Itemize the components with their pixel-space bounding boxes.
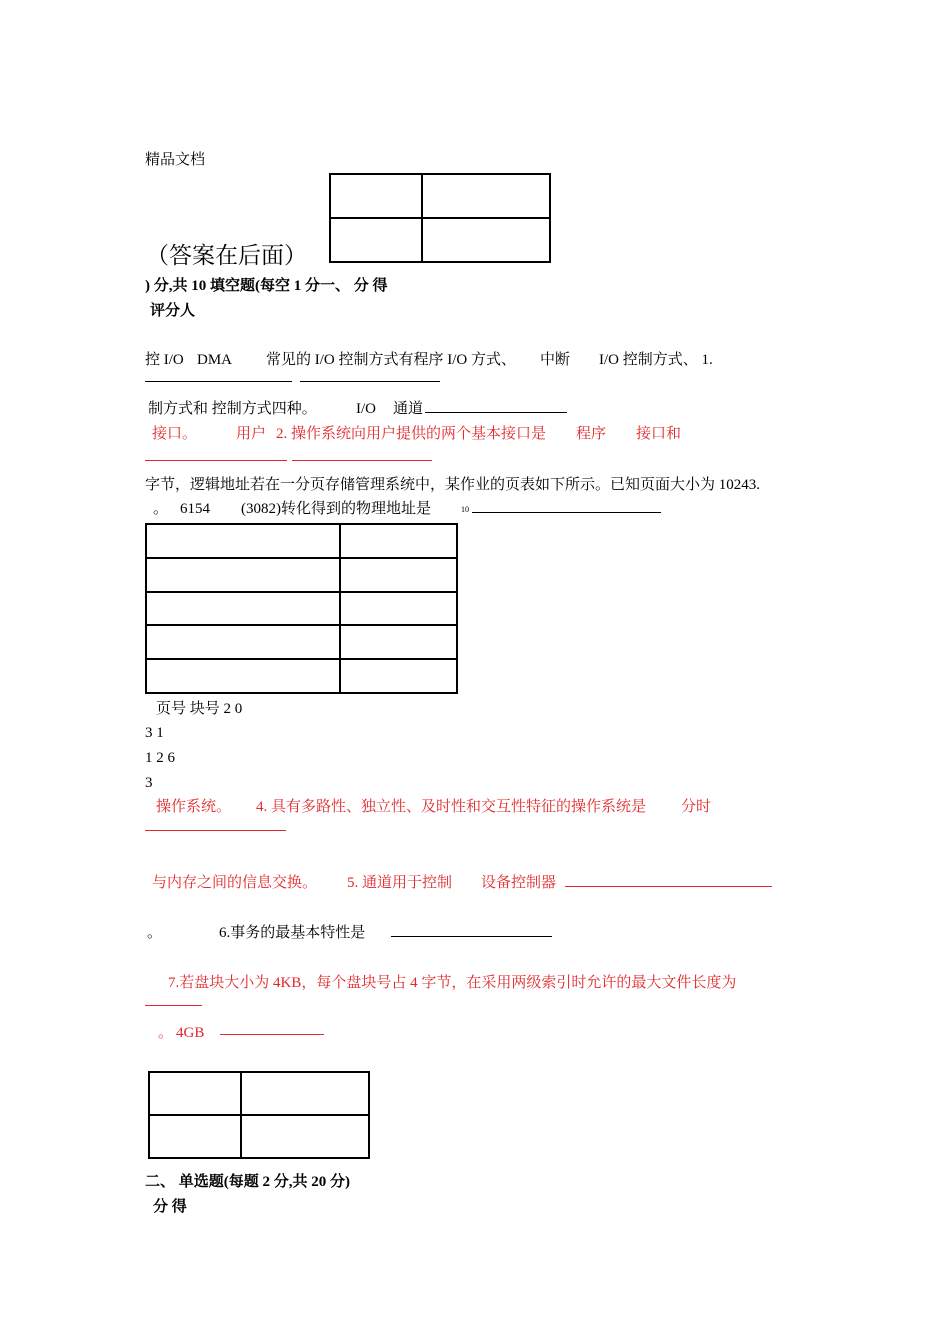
q3-blank xyxy=(472,512,661,513)
q1-blank-3 xyxy=(425,412,567,413)
q2-blank-1 xyxy=(145,460,287,461)
q6-blank xyxy=(391,936,552,937)
q1-text-c: 常见的 I/O 控制方式有程序 I/O 方式、 xyxy=(266,352,516,368)
q4-text-a: 操作系统。 xyxy=(156,799,232,815)
q4-blank xyxy=(145,830,286,831)
q1-blank-1 xyxy=(145,381,292,382)
score-table-top xyxy=(329,173,551,263)
q5-text-b: 5. 通道用于控制 xyxy=(347,875,453,891)
q6-text-b: 6.事务的最基本特性是 xyxy=(219,925,366,941)
section2-score-label: 分 得 xyxy=(153,1199,187,1215)
q3-line1: 字节，逻辑地址若在一分页存储管理系统中，某作业的页表如下所示。已知页面大小为 10243. xyxy=(145,477,761,493)
page-table-row: 1 2 6 xyxy=(145,750,175,766)
q1-blank-2 xyxy=(300,381,440,382)
q2-text-b: 用户 xyxy=(236,426,267,442)
q7-text-b: 。 xyxy=(158,1025,174,1041)
q1-line2-b: I/O xyxy=(356,401,376,417)
scorer-label: 评分人 xyxy=(150,303,196,319)
q7-blank-2 xyxy=(220,1034,324,1035)
q1-text-e: I/O 控制方式、 1. xyxy=(599,352,713,368)
q7-blank-1 xyxy=(145,1005,202,1006)
q2-text-a: 接口。 xyxy=(152,426,198,442)
q7-text-a: 7.若盘块大小为 4KB，每个盘块号占 4 字节，在采用两级索引时允许的最大文件长度为 xyxy=(168,975,737,991)
header-label: 精品文档 xyxy=(145,152,206,168)
q2-text-d: 程序 xyxy=(576,426,607,442)
q1-text-a: 控 I/O xyxy=(145,352,184,368)
q3-line2-a: 。 xyxy=(153,501,169,517)
q2-text-e: 接口和 xyxy=(636,426,682,442)
q6-text-a: 。 xyxy=(147,925,163,941)
page-table-row: 3 xyxy=(145,775,153,791)
section2-title: 二、 单选题(每题 2 分,共 20 分) xyxy=(145,1174,350,1190)
q7-text-c: 4GB xyxy=(176,1025,205,1041)
q2-blank-2 xyxy=(292,460,432,461)
q1-line2-a: 制方式和 控制方式四种。 xyxy=(148,401,317,417)
q2-text-c: 2. 操作系统向用户提供的两个基本接口是 xyxy=(276,426,547,442)
page-table xyxy=(145,523,458,694)
q1-line2-c: 通道 xyxy=(393,401,424,417)
q5-text-a: 与内存之间的信息交换。 xyxy=(152,875,318,891)
q5-text-c: 设备控制器 xyxy=(481,875,557,891)
q3-line2-b: 6154 xyxy=(180,501,210,517)
q5-blank xyxy=(565,886,772,887)
q4-text-b: 4. 具有多路性、独立性、及时性和交互性特征的操作系统是 xyxy=(256,799,647,815)
q3-line2-d: 10 xyxy=(461,505,469,514)
section1-title: ) 分,共 10 填空题(每空 1 分一、 分 得 xyxy=(145,278,388,294)
score-table-bottom xyxy=(148,1071,370,1159)
q1-text-b: DMA xyxy=(197,352,233,368)
q1-text-d: 中断 xyxy=(540,352,571,368)
answer-note: （答案在后面） xyxy=(146,243,307,268)
q3-line2-c: (3082)转化得到的物理地址是 xyxy=(241,501,431,517)
page-table-header: 页号 块号 2 0 xyxy=(156,701,243,717)
q4-text-c: 分时 xyxy=(681,799,712,815)
page-table-row: 3 1 xyxy=(145,725,164,741)
